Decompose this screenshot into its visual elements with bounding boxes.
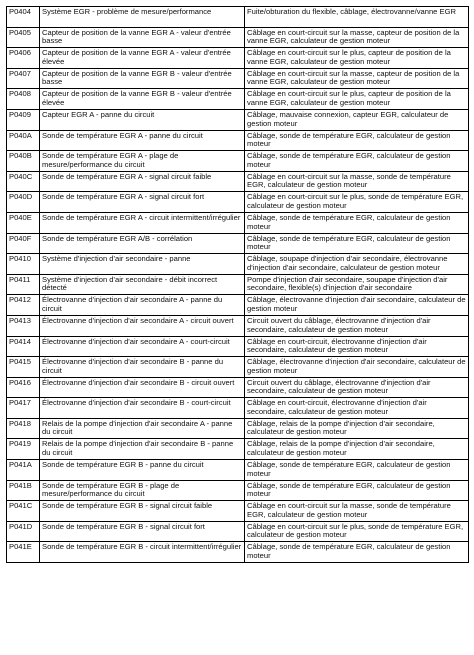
fault-code-cell: P040D [7, 192, 40, 213]
fault-cause-cell: Câblage en court-circuit, électrovanne d'injection d'air secondaire, calculateur de gestion moteur [245, 398, 469, 419]
fault-description-cell: Relais de la pompe d'injection d'air secondaire B - panne du circuit [40, 439, 245, 460]
table-row [7, 109, 469, 130]
fault-cause-cell: Circuit ouvert du câblage, électrovanne d'injection d'air secondaire, calculateur de gestion moteur [245, 377, 469, 398]
fault-cause-cell: Câblage en court-circuit sur le plus, sonde de température EGR, calculateur de gestion moteur [245, 521, 469, 542]
table-row [7, 501, 469, 522]
fault-description-cell: Système d'injection d'air secondaire - débit incorrect détecté [40, 274, 245, 295]
table-row [7, 418, 469, 439]
fault-cause-cell: Câblage en court-circuit sur la masse, capteur de position de la vanne EGR, calculateur de gestion moteur [245, 68, 469, 89]
fault-description-cell: Système EGR - problème de mesure/performance [40, 7, 245, 28]
fault-description-cell: Capteur de position de la vanne EGR B - valeur d'entrée élevée [40, 89, 245, 110]
table-row [7, 151, 469, 172]
fault-cause-cell: Câblage, sonde de température EGR, calculateur de gestion moteur [245, 480, 469, 501]
fault-description-cell: Sonde de température EGR B - signal circuit fort [40, 521, 245, 542]
fault-code-cell: P040C [7, 171, 40, 192]
fault-code-cell: P0418 [7, 418, 40, 439]
fault-description-cell: Électrovanne d'injection d'air secondaire B - circuit ouvert [40, 377, 245, 398]
fault-code-cell: P041D [7, 521, 40, 542]
fault-code-table [6, 6, 469, 563]
fault-cause-cell: Câblage en court-circuit sur la masse, sonde de température EGR, calculateur de gestion moteur [245, 501, 469, 522]
fault-cause-cell: Câblage, sonde de température EGR, calculateur de gestion moteur [245, 130, 469, 151]
fault-code-cell: P0417 [7, 398, 40, 419]
fault-cause-cell: Fuite/obturation du flexible, câblage, électrovanne/vanne EGR [245, 7, 469, 28]
fault-cause-cell: Câblage, sonde de température EGR, calculateur de gestion moteur [245, 233, 469, 254]
fault-code-cell: P040A [7, 130, 40, 151]
fault-code-cell: P040F [7, 233, 40, 254]
fault-description-cell: Sonde de température EGR B - panne du circuit [40, 460, 245, 481]
table-row [7, 357, 469, 378]
fault-code-cell: P041B [7, 480, 40, 501]
fault-cause-cell: Câblage, sonde de température EGR, calculateur de gestion moteur [245, 212, 469, 233]
fault-code-cell: P041E [7, 542, 40, 563]
fault-code-cell: P0415 [7, 357, 40, 378]
fault-description-cell: Sonde de température EGR B - signal circuit faible [40, 501, 245, 522]
table-row [7, 460, 469, 481]
fault-code-cell: P0412 [7, 295, 40, 316]
fault-description-cell: Système d'injection d'air secondaire - panne [40, 254, 245, 275]
fault-cause-cell: Câblage en court-circuit, électrovanne d'injection d'air secondaire, calculateur de gestion moteur [245, 336, 469, 357]
fault-description-cell: Électrovanne d'injection d'air secondaire B - panne du circuit [40, 357, 245, 378]
fault-code-cell: P0408 [7, 89, 40, 110]
fault-description-cell: Sonde de température EGR A - signal circuit fort [40, 192, 245, 213]
table-row [7, 130, 469, 151]
table-row [7, 212, 469, 233]
fault-code-table-body [7, 7, 469, 563]
fault-cause-cell: Câblage, relais de la pompe d'injection d'air secondaire, calculateur de gestion moteur [245, 439, 469, 460]
fault-cause-cell: Câblage en court-circuit sur la masse, sonde de température EGR, calculateur de gestion moteur [245, 171, 469, 192]
fault-cause-cell: Câblage, sonde de température EGR, calculateur de gestion moteur [245, 460, 469, 481]
table-row [7, 68, 469, 89]
fault-description-cell: Électrovanne d'injection d'air secondaire B - court-circuit [40, 398, 245, 419]
fault-description-cell: Électrovanne d'injection d'air secondaire A - court-circuit [40, 336, 245, 357]
table-row [7, 254, 469, 275]
fault-code-cell: P0414 [7, 336, 40, 357]
fault-code-cell: P0404 [7, 7, 40, 28]
fault-cause-cell: Câblage, soupape d'injection d'air secondaire, électrovanne d'injection d'air secondaire, calculateur de gestion moteur [245, 254, 469, 275]
table-row [7, 27, 469, 48]
fault-cause-cell: Câblage en court-circuit sur la masse, capteur de position de la vanne EGR, calculateur de gestion moteur [245, 27, 469, 48]
fault-description-cell: Électrovanne d'injection d'air secondaire A - panne du circuit [40, 295, 245, 316]
table-row [7, 192, 469, 213]
table-row [7, 315, 469, 336]
fault-cause-cell: Câblage en court-circuit sur le plus, capteur de position de la vanne EGR, calculateur de gestion moteur [245, 48, 469, 69]
fault-code-cell: P0416 [7, 377, 40, 398]
table-row [7, 480, 469, 501]
fault-cause-cell: Câblage en court-circuit sur le plus, capteur de position de la vanne EGR, calculateur de gestion moteur [245, 89, 469, 110]
fault-code-cell: P0419 [7, 439, 40, 460]
table-row [7, 233, 469, 254]
fault-code-cell: P0409 [7, 109, 40, 130]
fault-cause-cell: Câblage, mauvaise connexion, capteur EGR, calculateur de gestion moteur [245, 109, 469, 130]
fault-description-cell: Capteur de position de la vanne EGR A - valeur d'entrée basse [40, 27, 245, 48]
fault-code-cell: P0413 [7, 315, 40, 336]
fault-description-cell: Sonde de température EGR B - plage de mesure/performance du circuit [40, 480, 245, 501]
fault-cause-cell: Câblage, électrovanne d'injection d'air secondaire, calculateur de gestion moteur [245, 295, 469, 316]
fault-code-cell: P041A [7, 460, 40, 481]
table-row [7, 7, 469, 28]
fault-description-cell: Sonde de température EGR A/B - corrélation [40, 233, 245, 254]
table-row [7, 377, 469, 398]
table-row [7, 274, 469, 295]
fault-description-cell: Sonde de température EGR A - signal circuit faible [40, 171, 245, 192]
fault-description-cell: Capteur EGR A - panne du circuit [40, 109, 245, 130]
fault-description-cell: Sonde de température EGR B - circuit intermittent/irrégulier [40, 542, 245, 563]
table-row [7, 48, 469, 69]
fault-cause-cell: Câblage, électrovanne d'injection d'air secondaire, calculateur de gestion moteur [245, 357, 469, 378]
fault-description-cell: Électrovanne d'injection d'air secondaire A - circuit ouvert [40, 315, 245, 336]
table-row [7, 171, 469, 192]
fault-description-cell: Sonde de température EGR A - plage de mesure/performance du circuit [40, 151, 245, 172]
fault-code-cell: P0410 [7, 254, 40, 275]
fault-description-cell: Capteur de position de la vanne EGR A - valeur d'entrée élevée [40, 48, 245, 69]
table-row [7, 542, 469, 563]
fault-code-cell: P0407 [7, 68, 40, 89]
fault-cause-cell: Câblage, sonde de température EGR, calculateur de gestion moteur [245, 151, 469, 172]
table-row [7, 89, 469, 110]
fault-cause-cell: Circuit ouvert du câblage, électrovanne d'injection d'air secondaire, calculateur de gestion moteur [245, 315, 469, 336]
fault-code-cell: P0411 [7, 274, 40, 295]
fault-code-cell: P041C [7, 501, 40, 522]
table-row [7, 398, 469, 419]
fault-cause-cell: Câblage, relais de la pompe d'injection d'air secondaire, calculateur de gestion moteur [245, 418, 469, 439]
fault-description-cell: Relais de la pompe d'injection d'air secondaire A - panne du circuit [40, 418, 245, 439]
fault-cause-cell: Câblage, sonde de température EGR, calculateur de gestion moteur [245, 542, 469, 563]
fault-cause-cell: Pompe d'injection d'air secondaire, soupape d'injection d'air secondaire, flexible(s) d'injection d'air secondaire [245, 274, 469, 295]
fault-cause-cell: Câblage en court-circuit sur le plus, sonde de température EGR, calculateur de gestion moteur [245, 192, 469, 213]
fault-code-cell: P0406 [7, 48, 40, 69]
fault-code-cell: P040B [7, 151, 40, 172]
table-row [7, 295, 469, 316]
table-row [7, 521, 469, 542]
table-row [7, 336, 469, 357]
fault-code-cell: P040E [7, 212, 40, 233]
table-row [7, 439, 469, 460]
fault-description-cell: Sonde de température EGR A - circuit intermittent/irrégulier [40, 212, 245, 233]
fault-code-cell: P0405 [7, 27, 40, 48]
fault-description-cell: Sonde de température EGR A - panne du circuit [40, 130, 245, 151]
fault-description-cell: Capteur de position de la vanne EGR B - valeur d'entrée basse [40, 68, 245, 89]
